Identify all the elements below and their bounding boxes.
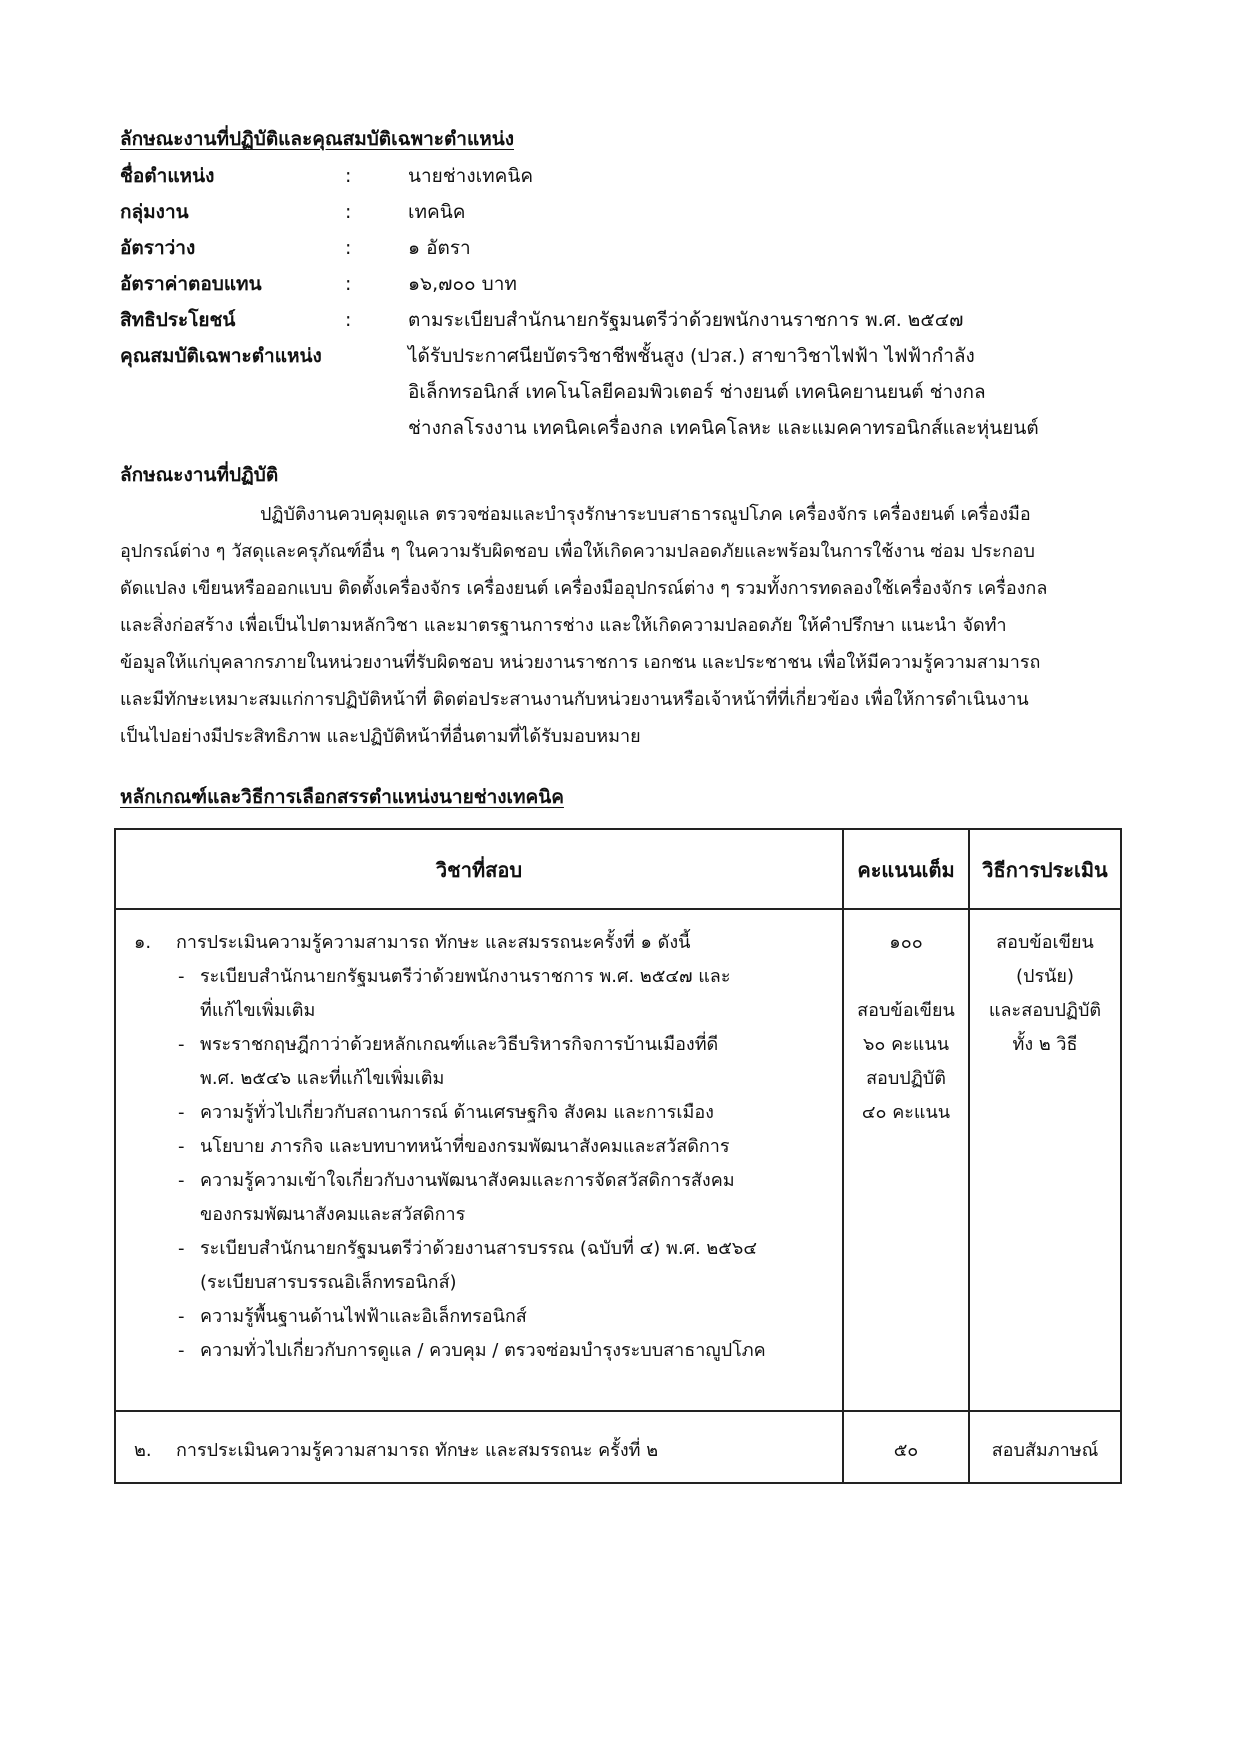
table-row-2-score: ๕๐ bbox=[893, 1440, 919, 1461]
header-full-score: คะแนนเต็ม bbox=[857, 858, 955, 882]
bullet-line: ความรู้พื้นฐานด้านไฟฟ้าและอิเล็กทรอนิกส์ bbox=[200, 1306, 527, 1327]
duties-section-heading: ลักษณะงานที่ปฏิบัติ bbox=[120, 464, 279, 486]
paragraph-line: ข้อมูลให้แก่บุคลากรภายในหน่วยงานที่รับผิดชอบ หน่วยงานราชการ เอกชน และประชาชน เพื่อให้มีความรู้ความสามารถ bbox=[120, 652, 1041, 673]
method-line: และสอบปฏิบัติ bbox=[988, 1000, 1102, 1021]
table-row-2-subject bbox=[126, 1434, 946, 1468]
table-row-1-score bbox=[844, 926, 968, 1130]
field-label: อัตราว่าง bbox=[120, 237, 196, 259]
list-item bbox=[126, 1096, 946, 1130]
bullet-dash: - bbox=[178, 1170, 185, 1191]
bullet-line: ความรู้ทั่วไปเกี่ยวกับสถานการณ์ ด้านเศรษฐกิจ สังคม และการเมือง bbox=[200, 1102, 714, 1123]
duties-paragraph bbox=[120, 496, 1120, 755]
field-label: อัตราค่าตอบแทน bbox=[120, 273, 262, 295]
field-colon: : bbox=[345, 273, 352, 295]
bullet-line: นโยบาย ภารกิจ และบทบาทหน้าที่ของกรมพัฒนาสังคมและสวัสดิการ bbox=[200, 1136, 730, 1157]
bullet-dash: - bbox=[178, 1034, 185, 1055]
qualification-line: ได้รับประกาศนียบัตรวิชาชีพชั้นสูง (ปวส.) สาขาวิชาไฟฟ้า ไฟฟ้ากำลัง bbox=[408, 345, 975, 367]
bullet-line: ความรู้ความเข้าใจเกี่ยวกับงานพัฒนาสังคมและการจัดสวัสดิการสังคม bbox=[200, 1170, 735, 1191]
bullet-dash: - bbox=[178, 1340, 185, 1361]
paragraph-line: ปฏิบัติงานควบคุมดูแล ตรวจซ่อมและบำรุงรักษาระบบสาธารณูปโภค เครื่องจักร เครื่องยนต์ เครื่องมือ bbox=[260, 504, 1031, 525]
table-row-1-subject bbox=[126, 926, 946, 1368]
field-value: นายช่างเทคนิค bbox=[408, 165, 534, 187]
bullet-line: ความทั่วไปเกี่ยวกับการดูแล / ควบคุม / ตรวจซ่อมบำรุงระบบสาธาญูปโภค bbox=[200, 1340, 766, 1361]
list-item bbox=[126, 1300, 946, 1334]
list-item bbox=[126, 1232, 946, 1300]
qualification-line: อิเล็กทรอนิกส์ เทคโนโลยีคอมพิวเตอร์ ช่างยนต์ เทคนิคยานยนต์ ช่างกล bbox=[408, 381, 986, 403]
bullet-line: ระเบียบสำนักนายกรัฐมนตรีว่าด้วยงานสารบรรณ (ฉบับที่ ๔) พ.ศ. ๒๕๖๔ bbox=[200, 1238, 757, 1259]
row-1-title bbox=[126, 926, 946, 960]
method-line: (ปรนัย) bbox=[1016, 966, 1074, 987]
field-label: คุณสมบัติเฉพาะตำแหน่ง bbox=[120, 345, 322, 367]
qualification-text bbox=[408, 338, 1128, 446]
score-line: สอบข้อเขียน bbox=[857, 1000, 955, 1021]
score-line: ๖๐ คะแนน bbox=[862, 1034, 950, 1055]
row-title-text: การประเมินความรู้ความสามารถ ทักษะ และสมรรถนะครั้งที่ ๑ ดังนี้ bbox=[176, 932, 691, 953]
field-label: สิทธิประโยชน์ bbox=[120, 309, 236, 331]
list-item bbox=[126, 1028, 946, 1096]
selection-section-heading: หลักเกณฑ์และวิธีการเลือกสรรตำแหน่งนายช่างเทคนิค bbox=[120, 786, 564, 808]
qualification-line: ช่างกลโรงงาน เทคนิคเครื่องกล เทคนิคโลหะ และแมคคาทรอนิกส์และหุ่นยนต์ bbox=[408, 417, 1039, 439]
bullet-line: ของกรมพัฒนาสังคมและสวัสดิการ bbox=[200, 1204, 466, 1225]
bullet-dash: - bbox=[178, 966, 185, 987]
list-item bbox=[126, 1334, 946, 1368]
table-row-1-method bbox=[970, 926, 1120, 1062]
score-line: ๔๐ คะแนน bbox=[861, 1102, 951, 1123]
paragraph-line: ดัดแปลง เขียนหรือออกแบบ ติดตั้งเครื่องจักร เครื่องยนต์ เครื่องมืออุปกรณ์ต่าง ๆ รวมทั้งการทดลองใช้เครื่องจักร เครื่องกล bbox=[120, 578, 1048, 599]
field-colon: : bbox=[345, 237, 352, 259]
bullet-line: พระราชกฤษฎีกาว่าด้วยหลักเกณฑ์และวิธีบริหารกิจการบ้านเมืองที่ดี bbox=[200, 1034, 719, 1055]
row-number: ๒. bbox=[134, 1440, 152, 1461]
paragraph-line: เป็นไปอย่างมีประสิทธิภาพ และปฏิบัติหน้าที่อื่นตามที่ได้รับมอบหมาย bbox=[120, 726, 641, 747]
score-total: ๑๐๐ bbox=[889, 932, 923, 953]
field-colon: : bbox=[345, 165, 352, 187]
bullet-line: พ.ศ. ๒๕๔๖ และที่แก้ไขเพิ่มเติม bbox=[200, 1068, 445, 1089]
paragraph-line: และมีทักษะเหมาะสมแก่การปฏิบัติหน้าที่ ติดต่อประสานงานกับหน่วยงานหรือเจ้าหน้าที่ที่เกี่ยวข้อง เพื่อให้การดำเนินงาน bbox=[120, 689, 1029, 710]
field-value: ๑ อัตรา bbox=[408, 237, 471, 259]
field-label: กลุ่มงาน bbox=[120, 201, 189, 223]
list-item bbox=[126, 1130, 946, 1164]
bullet-dash: - bbox=[178, 1136, 185, 1157]
bullet-line: (ระเบียบสารบรรณอิเล็กทรอนิกส์) bbox=[200, 1272, 457, 1293]
row-title-text: การประเมินความรู้ความสามารถ ทักษะ และสมรรถนะ ครั้งที่ ๒ bbox=[176, 1440, 659, 1461]
bullet-dash: - bbox=[178, 1102, 185, 1123]
paragraph-line: และสิ่งก่อสร้าง เพื่อเป็นไปตามหลักวิชา และมาตรฐานการช่าง และให้เกิดความปลอดภัย ให้คำปรึกษา แนะนำ จัดทำ bbox=[120, 615, 1007, 636]
field-value: ๑๖,๗๐๐ บาท bbox=[408, 273, 517, 295]
bullet-dash: - bbox=[178, 1306, 185, 1327]
table-row-2-method: สอบสัมภาษณ์ bbox=[991, 1440, 1099, 1461]
field-label: ชื่อตำแหน่ง bbox=[120, 165, 215, 187]
method-line: สอบข้อเขียน bbox=[996, 932, 1094, 953]
field-colon: : bbox=[345, 309, 352, 331]
score-line: สอบปฏิบัติ bbox=[866, 1068, 946, 1089]
bullet-line: ที่แก้ไขเพิ่มเติม bbox=[200, 1000, 316, 1021]
paragraph-line: อุปกรณ์ต่าง ๆ วัสดุและครุภัณฑ์อื่น ๆ ในความรับผิดชอบ เพื่อให้เกิดความปลอดภัยและพร้อมในการใช้งาน ซ่อม ประกอบ bbox=[120, 541, 1035, 562]
table-divider bbox=[116, 1410, 1120, 1412]
row-number: ๑. bbox=[134, 932, 152, 953]
bullet-dash: - bbox=[178, 1238, 185, 1259]
field-value: ตามระเบียบสำนักนายกรัฐมนตรีว่าด้วยพนักงานราชการ พ.ศ. ๒๕๔๗ bbox=[408, 309, 964, 331]
list-item bbox=[126, 1164, 946, 1232]
row-2-title bbox=[126, 1434, 946, 1468]
field-colon: : bbox=[345, 201, 352, 223]
header-subject: วิชาที่สอบ bbox=[435, 858, 523, 882]
field-value: เทคนิค bbox=[408, 201, 466, 223]
header-evaluation-method: วิธีการประเมิน bbox=[982, 858, 1108, 882]
selection-criteria-table bbox=[114, 828, 1122, 1484]
table-divider bbox=[116, 908, 1120, 910]
method-line: ทั้ง ๒ วิธี bbox=[1012, 1034, 1078, 1055]
list-item bbox=[126, 960, 946, 1028]
position-section-heading: ลักษณะงานที่ปฏิบัติและคุณสมบัติเฉพาะตำแหน่ง bbox=[120, 128, 515, 150]
bullet-line: ระเบียบสำนักนายกรัฐมนตรีว่าด้วยพนักงานราชการ พ.ศ. ๒๕๔๗ และ bbox=[200, 966, 731, 987]
